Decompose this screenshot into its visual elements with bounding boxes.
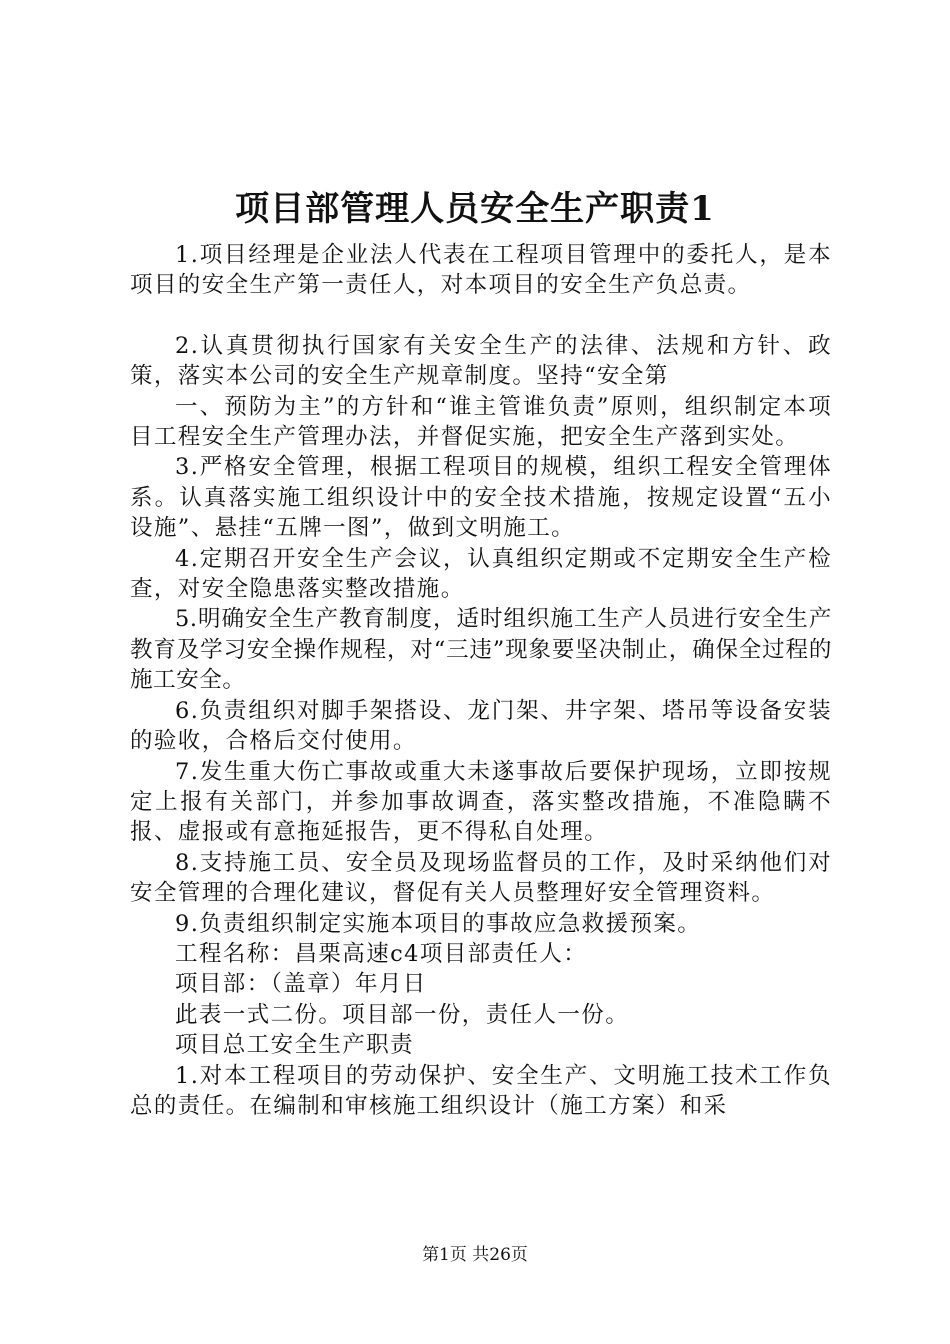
- document-title: 项目部管理人员安全生产职责1: [235, 189, 715, 229]
- paragraph-6: 6.负责组织对脚手架搭设、龙门架、井字架、塔吊等设备安装的验收，合格后交付使用。: [130, 697, 832, 755]
- paragraph-1: 1.项目经理是企业法人代表在工程项目管理中的委托人，是本项目的安全生产第一责任人，对本项目的安全生产负总责。: [130, 242, 832, 299]
- stamp-date-line: 项目部：（盖章）年月日: [175, 971, 427, 998]
- project-name-line: 工程名称：昌栗高速c4项目部责任人：: [175, 940, 588, 967]
- paragraph-2: 2.认真贯彻执行国家有关安全生产的法律、法规和方针、政策，落实本公司的安全生产规章制度。坚持“安全第: [130, 332, 832, 390]
- paragraph-gap: [130, 301, 832, 331]
- paragraph-4: 4.定期召开安全生产会议，认真组织定期或不定期安全生产检查，对安全隐患落实整改措施。: [130, 545, 832, 603]
- paragraph-9: 9.负责组织制定实施本项目的事故应急救援预案。: [175, 910, 702, 937]
- paragraph-3: 3.严格安全管理，根据工程项目的规模，组织工程安全管理体系。认真落实施工组织设计中的安全技术措施，按规定设置“五小设施”、悬挂“五牌一图”，做到文明施工。: [130, 454, 832, 542]
- paragraph-7: 7.发生重大伤亡事故或重大未遂事故后要保护现场，立即按规定上报有关部门，并参加事故调查，落实整改措施，不准隐瞒不报、虚报或有意拖延报告，更不得私自处理。: [130, 758, 832, 846]
- document-body: [130, 240, 832, 1121]
- page-footer: 第1页 共26页: [422, 1245, 528, 1265]
- paragraph-8: 8.支持施工员、安全员及现场监督员的工作，及时采纳他们对安全管理的合理化建议，督促有关人员整理好安全管理资料。: [130, 849, 832, 907]
- copies-note: 此表一式二份。项目部一份，责任人一份。: [175, 1001, 630, 1028]
- paragraph-5: 5.明确安全生产教育制度，适时组织施工生产人员进行安全生产教育及学习安全操作规程，对“三违”现象要坚决制止，确保全过程的施工安全。: [130, 606, 832, 694]
- section-paragraph-1: 1.对本工程项目的劳动保护、安全生产、文明施工技术工作负总的责任。在编制和审核施工组织设计（施工方案）和采: [130, 1062, 832, 1119]
- paragraph-2-continued: 一、预防为主”的方针和“谁主管谁负责”原则，组织制定本项目工程安全生产管理办法，并督促实施，把安全生产落到实处。: [130, 393, 832, 451]
- section-heading: 项目总工安全生产职责: [175, 1032, 415, 1059]
